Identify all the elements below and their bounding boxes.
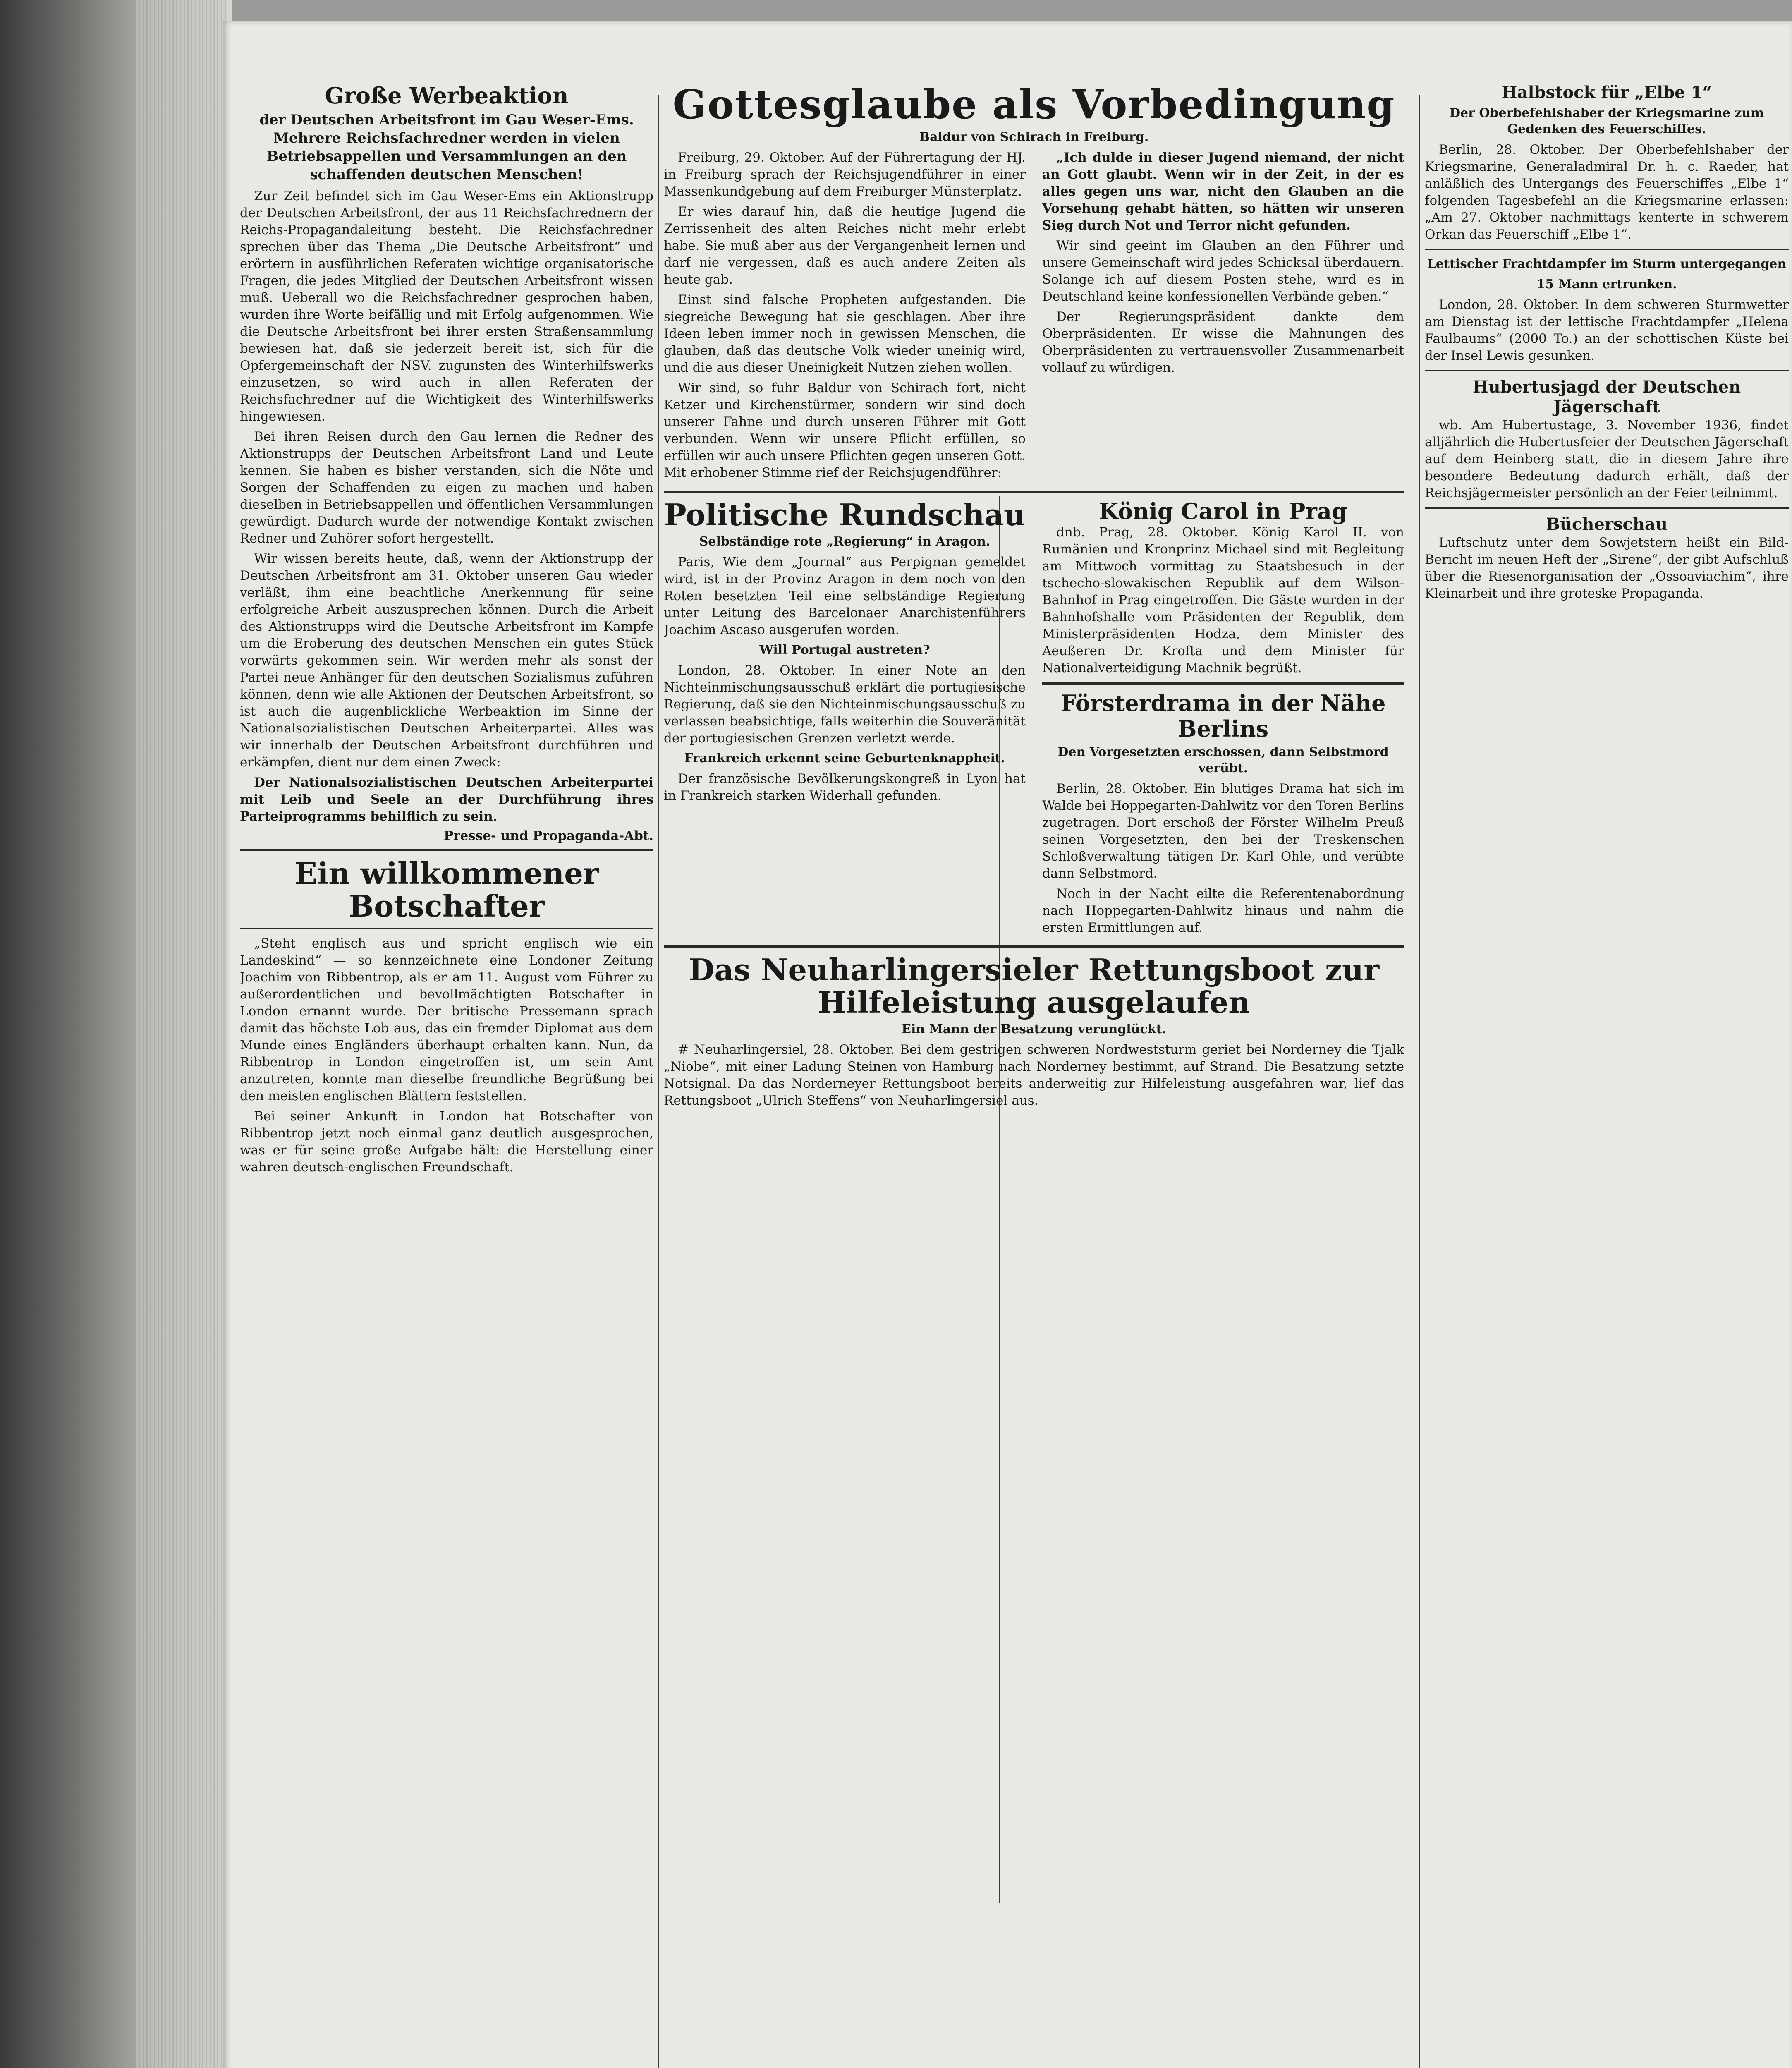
paragraph: Berlin, 28. Oktober. Ein blutiges Drama hat sich im Walde bei Hoppegarten-Dahlwitz vor den Toren Berlins zugetragen. Dort erschoß der Förster Wilhelm Preuß seinen Vorgesetzten, den bei der Treskenschen Schloßverwaltung tätigen Dr. Karl Ohle, und verübte dann Selbstmord. [1042,781,1404,881]
column-1 [240,83,653,1179]
paragraph: Freiburg, 29. Oktober. Auf der Führertagung der HJ. in Freiburg sprach der Reichsjugendführer in einer Massenkundgebung auf dem Freiburger Münsterplatz. [664,150,1026,199]
paragraph: Noch in der Nacht eilte die Referentenabordnung nach Hoppegarten-Dahlwitz hinaus und nahm die ersten Ermittlungen auf. [1042,886,1404,935]
section-rule [1425,249,1789,250]
column-2 [664,83,1404,1113]
article-rettungsboot [664,953,1404,1109]
newspaper-page [223,21,1792,2068]
paragraph: # Neuharlingersiel, 28. Oktober. Bei dem gestrigen schweren Nordweststurm geriet bei Norderney die Tjalk „Niobe“, mit einer Ladung Steinen von Hamburg nach Norderney bestimmt, auf Strand. Die Besatzung setzte Notsignal. Da das Norderneyer Rettungsboot bereits anderweitig zur Hilfeleistung ausgefahren war, lief das Rettungsboot „Ulrich Steffens“ von Neuharlingersiel aus. [664,1042,1404,1108]
article-grosse-werbeaktion [240,83,653,843]
paragraph: Luftschutz unter dem Sowjetstern heißt ein Bild-Bericht im neuen Heft der „Sirene“, der gibt Aufschluß über die Riesenorganisation der „Ossoaviachim“, ihre Kleinarbeit und ihre groteske Propaganda. [1425,535,1789,601]
paragraph: Einst sind falsche Propheten aufgestanden. Die siegreiche Bewegung hat sie geschlagen. Aber ihre Ideen leben immer noch in gewissen Menschen, die glauben, daß das deutsche Volk wieder uneinig wird, und die aus dieser Uneinigkeit Nutzen ziehen wollen. [664,292,1026,375]
paragraph: Paris, Wie dem „Journal“ aus Perpignan gemeldet wird, ist in der Provinz Aragon in dem noch von den Roten besetzten Teil eine selbständige Regierung unter Leitung des Barcelonaer Anarchistenführers Joachim Ascaso ausgerufen worden. [664,554,1026,637]
headline: Große Werbeaktion [325,83,569,109]
subheadline: 15 Mann ertrunken. [1536,277,1677,292]
signature: Presse- und Propaganda-Abt. [443,828,653,844]
headline: Hubertusjagd der Deutschen Jägerschaft [1472,377,1741,416]
paragraph: Der Regierungspräsident dankte dem Oberpräsidenten. Er wisse die Mahnungen des Oberpräsidenten zu vertrauensvoller Zusammenarbeit vollauf zu würdigen. [1042,309,1404,375]
section-rule [1042,682,1404,685]
headline: Försterdrama in der Nähe Berlins [1060,689,1386,742]
article-gottesglaube [664,83,1404,485]
subheadline: Den Vorgesetzten erschossen, dann Selbstmord verübt. [1057,744,1389,776]
section-rule [1425,507,1789,509]
article-frachtdampfer [1425,256,1789,364]
text-block [1042,149,1404,485]
headline: Das Neuharlingersieler Rettungsboot zur Hilfeleistung ausgelaufen [688,952,1380,1020]
section-rule [664,945,1404,948]
text-block [664,149,1026,485]
paragraph: dnb. Prag, 28. Oktober. König Karol II. von Rumänien und Kronprinz Michael sind mit Begleitung am Mittwoch vormittag zu Staatsbesuch in der tschecho-slowakischen Republik auf dem Wilson-Bahnhof in Prag eingetroffen. Die Gäste wurden in der Bahnhofshalle vom Präsidenten der Republik, dem Ministerpräsidenten Hodza, dem Minister des Aeußeren Dr. Krofta und dem Minister für Nationalverteidigung Machnik begrüßt. [1042,524,1404,675]
subheadline: Will Portugal austreten? [759,642,930,657]
subheadline: Baldur von Schirach in Freiburg. [919,129,1149,144]
headline: Politische Rundschau [664,497,1026,532]
paragraph: „Steht englisch aus und spricht englisch wie ein Landeskind“ — so kennzeichnete eine Londoner Zeitung Joachim von Ribbentrop, als er am 11. August vom Führer zu außerordentlichen und bevollmächtigten Botschafter in London ernannt wurde. Der britische Pressemann sprach damit das höchste Lob aus, das ein fremder Diplomat aus dem Munde eines Engländers überhaupt erhalten kann. Nun, da Ribbentrop in London eingetroffen ist, um sein Amt anzutreten, konnte man dieselbe freundliche Begrüßung bei den meisten englischen Blättern feststellen. [240,936,653,1104]
column-rule [658,95,659,2068]
subheadline: Ein Mann der Besatzung verunglückt. [902,1022,1166,1037]
section-rule [664,491,1404,493]
column-rule [1419,95,1420,2068]
paragraph: London, 28. Oktober. In einer Note an den Nichteinmischungsausschuß erklärt die portugiesische Regierung, daß sie den Nichteinmischungsausschuß zu verlassen beabsichtige, falls weiterhin die Souveränität der portugiesischen Grenzen verletzt werde. [664,663,1026,746]
article-botschafter [240,857,653,1176]
section-rule [1425,370,1789,371]
headline: Gottesglaube als Vorbedingung [672,83,1395,128]
section-rule [240,849,653,851]
headline: Lettischer Frachtdampfer im Sturm untergegangen [1427,257,1787,271]
article-hubertus [1425,377,1789,502]
page-edges [136,0,227,2068]
paragraph: Bei seiner Ankunft in London hat Botschafter von Ribbentrop jetzt noch einmal ganz deutlich ausgesprochen, was er für seine große Aufgabe hält: die Herstellung einer wahren deutsch-englischen Freundschaft. [240,1109,653,1175]
paragraph: „Ich dulde in dieser Jugend niemand, der nicht an Gott glaubt. Wenn wir in der Zeit, in der es alles gegen uns war, nicht den Glauben an die Vorsehung gehabt hätten, so hätten wir unseren Sieg durch Not und Terror nicht gefunden. [1042,150,1404,233]
column-4 [1425,83,1789,606]
paragraph: Bei ihren Reisen durch den Gau lernen die Redner des Aktionstrupps der Deutschen Arbeitsfront Land und Leute kennen. Sie haben es bisher verstanden, sich die Nöte und Sorgen der Schaffenden zu eigen zu machen und haben dieselben in Betriebsappellen und öffentlichen Versammlungen gewürdigt. Dadurch wurde der notwendige Kontakt zwischen Redner und Zuhörer sofort hergestellt. [240,429,653,546]
paragraph: Der französische Bevölkerungskongreß in Lyon hat in Frankreich starken Widerhall gefunden. [664,771,1026,803]
paragraph: Zur Zeit befindet sich im Gau Weser-Ems ein Aktionstrupp der Deutschen Arbeitsfront, der aus 11 Reichsfachrednern der Reichs-Propagandaleitung besteht. Die Reichsfachredner sprechen über das Thema „Die Deutsche Arbeitsfront“ und erörtern in ausführlichen Referaten wichtige organisatorische Fragen, die jedes Mitglied der Deutschen Arbeitsfront wissen muß. Ueberall wo die Reichsfachredner gesprochen haben, wurden ihre Worte beifällig und mit Erfolg aufgenommen. Wie die Deutsche Arbeitsfront bei ihrer ersten Straßensammlung bewiesen hat, daß sie jederzeit bereit ist, sich für die Opfergemeinschaft der NSV. zugunsten des Winterhilfswerks einzusetzen, so wird auch in allen Referaten der Reichsfachredner auf die Wichtigkeit des Winterhilfswerks hingewiesen. [240,189,653,424]
lead-text: der Deutschen Arbeitsfront im Gau Weser-Ems. Mehrere Reichsfachredner werden in vielen Betriebsappellen und Versammlungen an den schaffenden deutschen Menschen! [259,112,634,183]
headline: König Carol in Prag [1099,498,1347,524]
lead-text: Der Oberbefehlshaber der Kriegsmarine zum Gedenken des Feuerschiffes. [1450,106,1764,136]
article-column-3 [1042,498,1404,940]
article-halbstock [1425,83,1789,243]
paragraph: Der Nationalsozialistischen Deutschen Arbeiterpartei mit Leib und Seele an der Durchführung ihres Parteiprogramms behilflich zu sein. [240,775,653,824]
paragraph: London, 28. Oktober. In dem schweren Sturmwetter am Dienstag ist der lettische Frachtdampfer „Helena Faulbaums“ (2000 To.) an der schottischen Küste bei der Insel Lewis gesunken. [1425,297,1789,363]
paragraph: Er wies darauf hin, daß die heutige Jugend die Zerrissenheit des alten Reiches nicht mehr erlebt habe. Sie muß aber aus der Vergangenheit lernen und darf nie vergessen, daß es auch andere Zeiten als heute gab. [664,204,1026,287]
subheadline: Selbständige rote „Regierung“ in Aragon. [699,534,991,549]
paragraph: Wir sind, so fuhr Baldur von Schirach fort, nicht Ketzer und Kirchenstürmer, sondern wir sind doch unserer Fahne und durch unseren Führer mit Gott verbunden. Wenn wir unsere Pflicht erfüllen, so erfüllen wir auch unsere Pflichten gegen unseren Gott. Mit erhobener Stimme rief der Reichsjugendführer: [664,380,1026,480]
subheadline: Frankreich erkennt seine Geburtenknappheit. [684,751,1005,766]
paragraph: Wir sind geeint im Glauben an den Führer und unsere Gemeinschaft wird jedes Schicksal überdauern. Solange ich auf diesem Posten stehe, wird es in Deutschland keine konfessionellen Verbände geben.“ [1042,238,1404,304]
headline: Halbstock für „Elbe 1“ [1501,83,1712,102]
headline-rule [240,928,653,929]
headline: Bücherschau [1546,515,1668,534]
paragraph: Berlin, 28. Oktober. Der Oberbefehlshaber der Kriegsmarine, Generaladmiral Dr. h. c. Raeder, hat anläßlich des Untergangs des Feuerschiffes „Elbe 1“ folgenden Tagesbefehl an die Kriegsmarine erlassen: „Am 27. Oktober nachmittags kenterte in schwerem Orkan das Feuerschiff „Elbe 1“. [1425,142,1789,242]
article-buecherschau [1425,515,1789,602]
headline: Ein willkommener Botschafter [294,856,599,924]
paragraph: Wir wissen bereits heute, daß, wenn der Aktionstrupp der Deutschen Arbeitsfront am 31. Oktober unseren Gau wieder verläßt, ihm eine beachtliche Anerkennung für seine erfolgreiche Arbeit auszusprechen können. Durch die Arbeit des Aktionstrupps wird die Deutsche Arbeitsfront im Kampfe um die Eroberung des deutschen Menschen ein gutes Stück vorwärts gekommen sein. Wir werden mehr als sonst der Partei neue Anhänger für den deutschen Sozialismus zuführen können, denn wie alle Aktionen der Deutschen Arbeitsfront, so ist auch die augenblickliche Werbeaktion im Sinne der Nationalsozialistischen Deutschen Arbeiterpartei. Alles was wir innerhalb der Deutschen Arbeitsfront durchführen und erkämpfen, dient nur dem einen Zweck: [240,551,653,770]
paragraph: wb. Am Hubertustage, 3. November 1936, findet alljährlich die Hubertusfeier der Deutschen Jägerschaft auf dem Heinberg statt, die in diesem Jahre ihre besondere Bedeutung dadurch erhält, daß der Reichsjägermeister persönlich an der Feier teilnimmt. [1425,418,1789,500]
article-politische-rundschau [664,498,1026,940]
